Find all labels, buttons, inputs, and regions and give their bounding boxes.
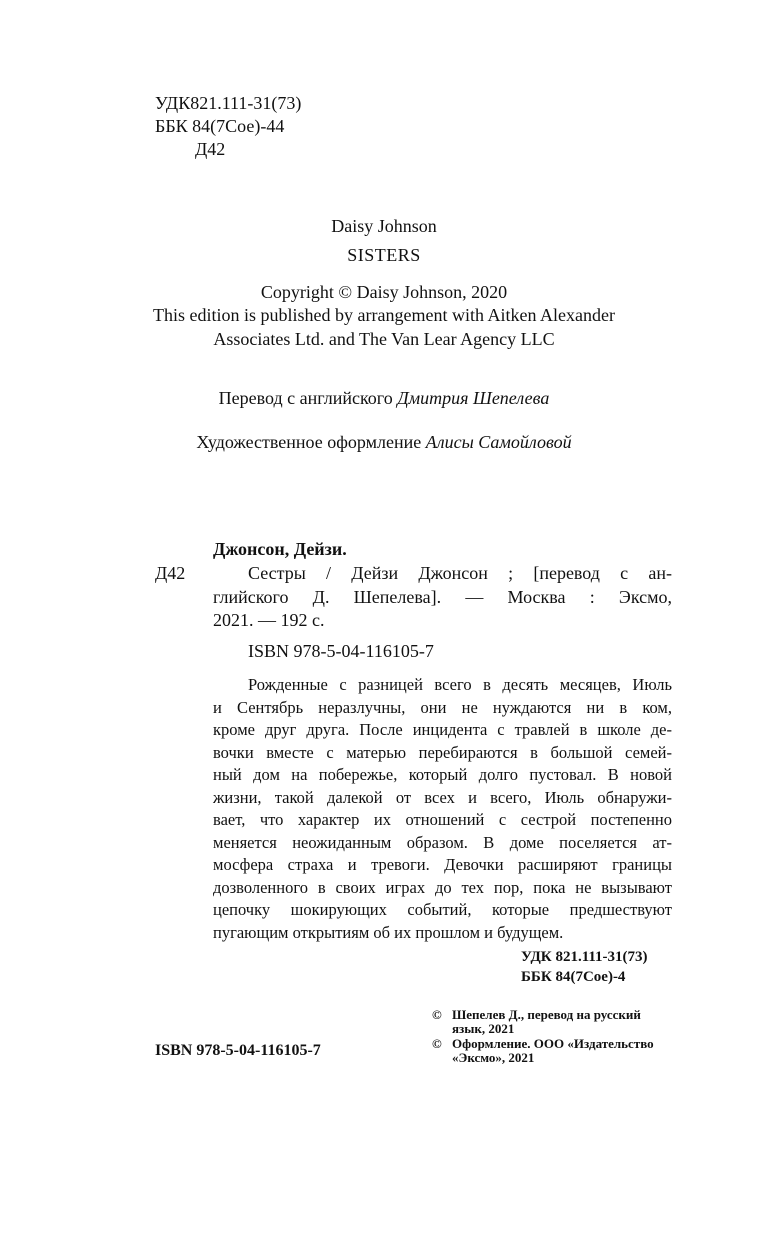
- translator-name: Дмитрия Шепелева: [397, 388, 550, 408]
- annotation-line: меняется неожиданным образом. В доме поселяется ат-: [213, 832, 672, 852]
- original-author: Daisy Johnson: [331, 216, 437, 236]
- annotation: [213, 674, 672, 944]
- annotation-line: вочки вместе с матерью перебираются в большой семей-: [213, 742, 672, 762]
- original-title: SISTERS: [347, 245, 421, 265]
- catalog-entry-line-1: Сестры / Дейзи Джонсон ; [перевод с ан-: [248, 563, 672, 583]
- copyright-line-1: Copyright © Daisy Johnson, 2020: [260, 282, 508, 302]
- catalog-isbn: ISBN 978-5-04-116105-7: [248, 641, 434, 661]
- copyright-ru-1-line-1: Шепелев Д., перевод на русский: [452, 1007, 641, 1022]
- bbk-code: ББК 84(7Сое)-44: [155, 116, 285, 136]
- copyright-symbol: ©: [432, 1036, 442, 1051]
- catalog-heading: Джонсон, Дейзи.: [213, 539, 347, 559]
- translation-prefix: Перевод с английского: [218, 388, 398, 408]
- annotation-line: и Сентябрь неразлучны, они не нуждаются ни в ком,: [213, 697, 672, 717]
- annotation-line: ный дом на побережье, который долго пустовал. В новой: [213, 765, 672, 784]
- designer-name: Алисы Самойловой: [425, 432, 572, 452]
- annotation-line: мосфера страха и тревоги. Девочки расширяют границы: [213, 855, 672, 874]
- annotation-line: цепочку шокирующих событий, которые предшествуют: [213, 900, 672, 919]
- catalog-code: Д42: [155, 563, 186, 583]
- copyright-line-2: This edition is published by arrangement with Aitken Alexander: [153, 305, 615, 325]
- annotation-line: пугающим открытиям об их прошлом и будущем.: [213, 922, 564, 942]
- annotation-line: Рожденные с разницей всего в десять месяцев, Июль: [248, 675, 672, 694]
- copyright-line-3: Associates Ltd. and The Van Lear Agency LLC: [213, 329, 555, 349]
- author-code: Д42: [195, 139, 226, 159]
- copyright-ru-2-line-1: Оформление. ООО «Издательство: [452, 1036, 654, 1051]
- design-credit: [0, 430, 768, 454]
- copyright-symbol: ©: [432, 1007, 442, 1022]
- annotation-line: жизни, такой далекой от всех и всего, Июль обнаружи-: [213, 787, 672, 807]
- annotation-line: вает, что характер их отношений с сестрой постепенно: [213, 810, 672, 829]
- catalog-entry-line-2: глийского Д. Шепелева]. — Москва : Эксмо,: [213, 587, 672, 607]
- catalog-entry-line-3: 2021. — 192 с.: [213, 610, 325, 630]
- udk-code: УДК821.111-31(73): [155, 93, 302, 113]
- bottom-bbk: ББК 84(7Сое)-4: [521, 969, 626, 985]
- design-prefix: Художественное оформление: [196, 432, 426, 452]
- bottom-udk: УДК 821.111-31(73): [521, 949, 648, 965]
- annotation-line: дозволенного в своих играх до тех пор, пока не вызывают: [213, 877, 672, 897]
- copyright-ru-1-line-2: язык, 2021: [452, 1021, 515, 1036]
- copyright-ru-2-line-2: «Эксмо», 2021: [452, 1050, 535, 1065]
- annotation-line: кроме друг друга. После инцидента с травлей в школе де-: [213, 720, 672, 739]
- isbn-bottom: ISBN 978-5-04-116105-7: [155, 1042, 321, 1059]
- translation-credit: [0, 386, 768, 410]
